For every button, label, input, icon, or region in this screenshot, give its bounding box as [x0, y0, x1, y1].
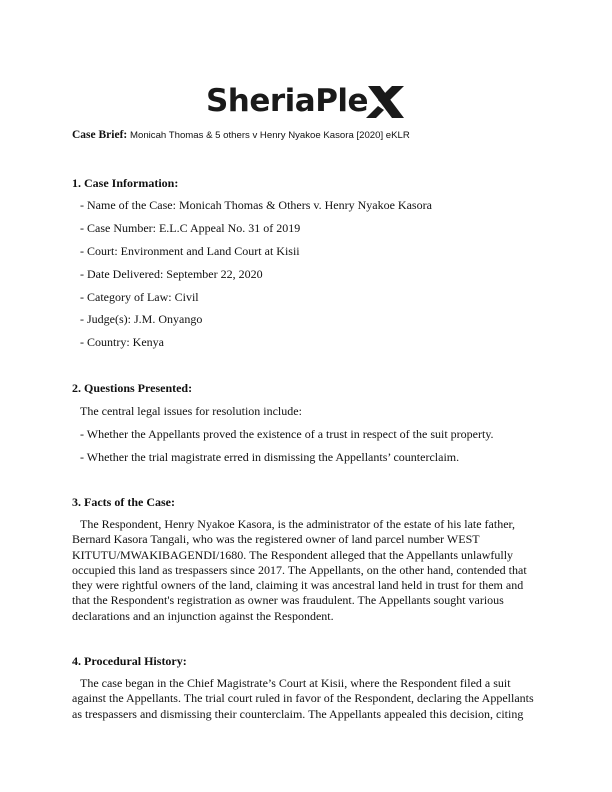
section-heading-case-information: 1. Case Information: [72, 176, 179, 190]
case-info-item: - Case Number: E.L.C Appeal No. 31 of 2019 [80, 221, 301, 235]
sheriaplex-logo [206, 78, 406, 124]
section-heading-procedural-history: 4. Procedural History: [72, 654, 187, 668]
question-item: - Whether the Appellants proved the existence of a trust in respect of the suit property. [80, 427, 494, 441]
case-brief-label: Case Brief: [72, 129, 128, 141]
case-info-item: - Date Delivered: September 22, 2020 [80, 267, 263, 281]
case-info-item: - Judge(s): J.M. Onyango [80, 312, 203, 326]
x-mark-icon [366, 82, 406, 122]
case-brief-title: Monicah Thomas & 5 others v Henry Nyakoe Kasora [2020] eKLR [130, 130, 410, 141]
facts-paragraph: The Respondent, Henry Nyakoe Kasora, is the administrator of the estate of his late father, Bernard Kasora Tangali, who was the registered owner of land parcel number WEST KITUTU/MWAKIBAGENDI/1680. The Respondent alleged that the Appellants unlawfully occupied this land as trespassers since 2017. The Appellants, on the other hand, contended that they were rightful owners of the land, claiming it was ancestral land held in trust for them and that the Respondent's registration as owner was fraudulent. The Appellants sought various declarations and an injunction against the Respondent. [72, 517, 527, 623]
questions-intro: The central legal issues for resolution include: [80, 404, 302, 418]
procedural-history-paragraph: The case began in the Chief Magistrate’s Court at Kisii, where the Respondent filed a suit against the Appellants. The trial court ruled in favor of the Respondent, declaring the Appellants as trespassers and dismissing their counterclaim. The Appellants appealed this decision, citing [72, 676, 534, 721]
case-info-item: - Court: Environment and Land Court at Kisii [80, 244, 300, 258]
question-item: - Whether the trial magistrate erred in dismissing the Appellants’ counterclaim. [80, 450, 460, 464]
logo-area [0, 78, 612, 124]
section-heading-questions: 2. Questions Presented: [72, 381, 193, 395]
case-info-item: - Country: Kenya [80, 335, 164, 349]
case-brief-line [72, 128, 410, 143]
logo-wordmark: SheriaPle [205, 83, 369, 119]
case-info-item: - Category of Law: Civil [80, 290, 199, 304]
case-info-item: - Name of the Case: Monicah Thomas & Others v. Henry Nyakoe Kasora [80, 198, 432, 212]
section-heading-facts: 3. Facts of the Case: [72, 495, 175, 509]
